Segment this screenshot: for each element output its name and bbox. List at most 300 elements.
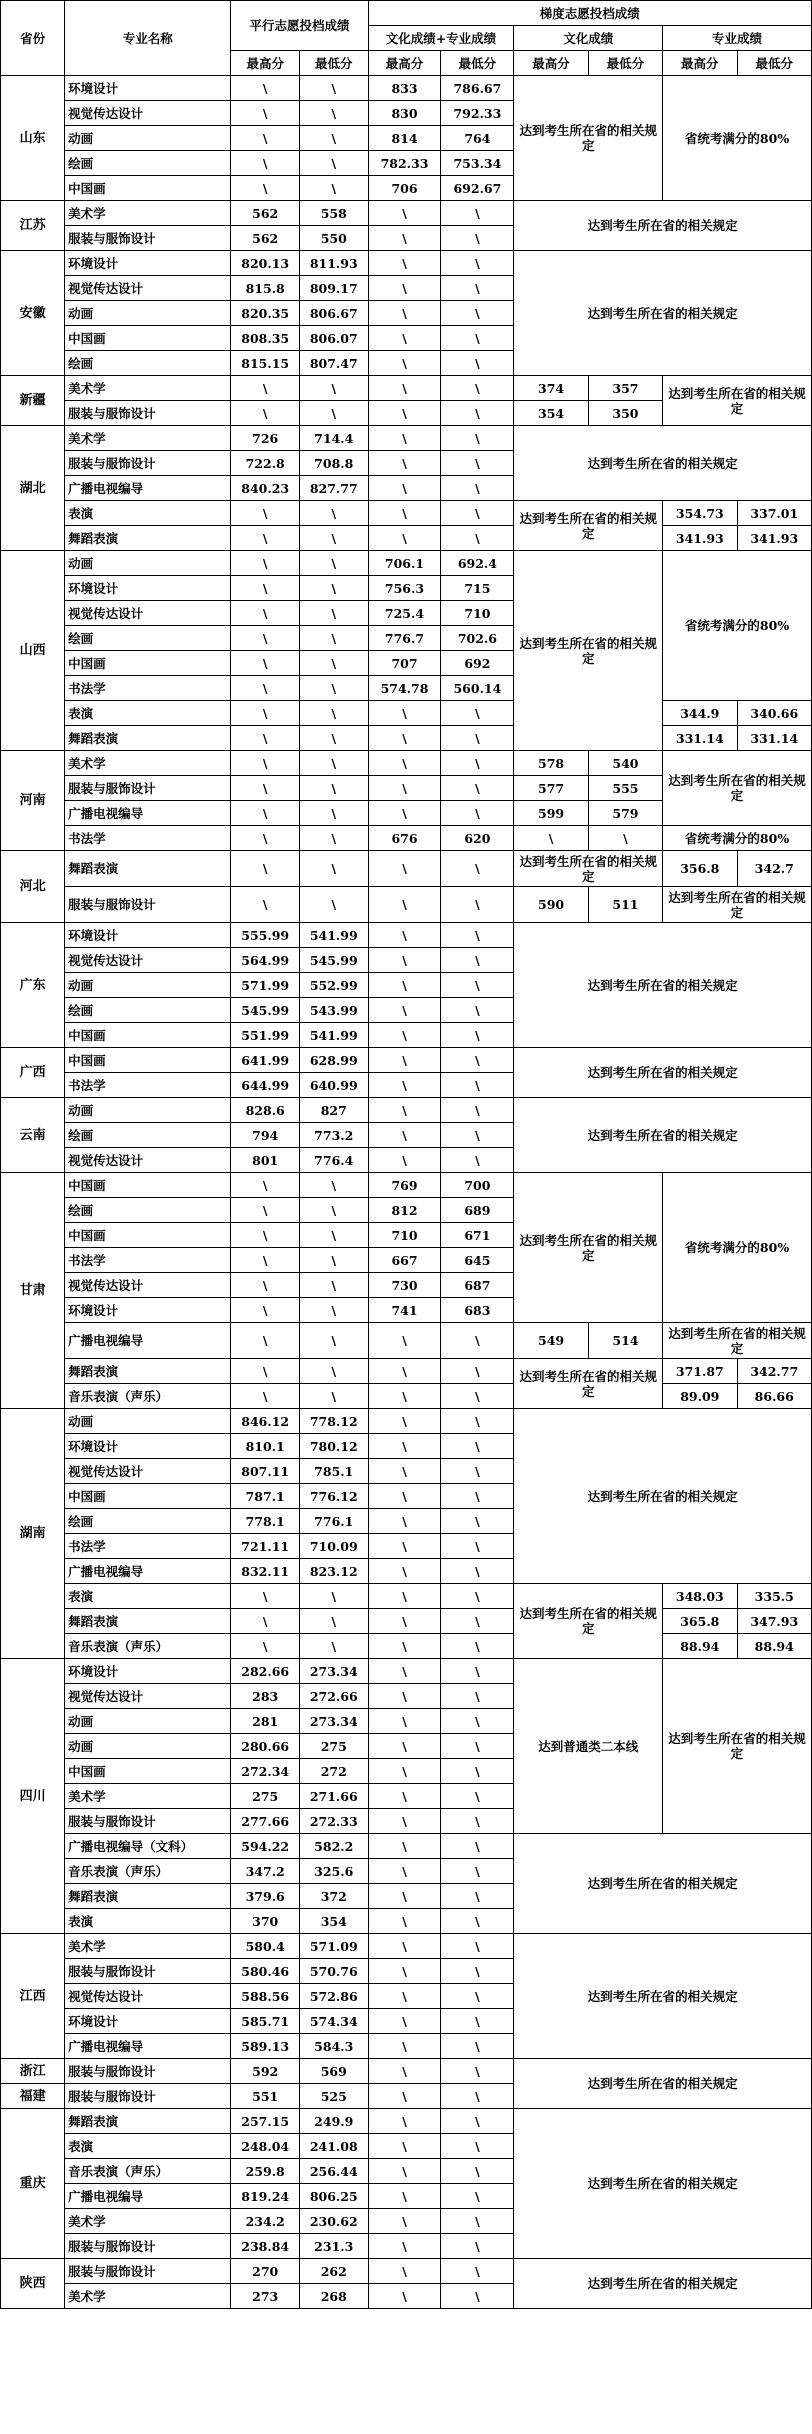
combined-min-cell: \ [441, 1759, 514, 1784]
parallel-max-cell: \ [231, 1634, 300, 1659]
combined-min-cell: \ [441, 1323, 514, 1359]
combined-max-cell: \ [368, 776, 441, 801]
parallel-max-cell: \ [231, 526, 300, 551]
parallel-max-cell: \ [231, 1584, 300, 1609]
parallel-max-cell: \ [231, 401, 300, 426]
parallel-min-cell: \ [299, 826, 368, 851]
combined-min-cell: \ [441, 1484, 514, 1509]
major-name-cell: 服装与服饰设计 [65, 2059, 231, 2084]
combined-max-cell: \ [368, 1359, 441, 1384]
parallel-min-cell: 806.67 [299, 301, 368, 326]
parallel-max-cell: 551.99 [231, 1023, 300, 1048]
major-name-cell: 环境设计 [65, 1434, 231, 1459]
combined-min-cell: 671 [441, 1223, 514, 1248]
combined-min-cell: 620 [441, 826, 514, 851]
combined-min-cell: \ [441, 1409, 514, 1434]
major-name-cell: 服装与服饰设计 [65, 887, 231, 923]
professional-score-header: 专业成绩 [663, 26, 812, 51]
parallel-min-cell: 271.66 [299, 1784, 368, 1809]
requirement-note-cell: 达到考生所在省的相关规定 [514, 2059, 812, 2109]
parallel-min-cell: 558 [299, 201, 368, 226]
major-name-cell: 视觉传达设计 [65, 948, 231, 973]
combined-min-cell: \ [441, 2184, 514, 2209]
combined-min-cell: 786.67 [441, 76, 514, 101]
parallel-min-cell: \ [299, 676, 368, 701]
combined-max-cell: \ [368, 2134, 441, 2159]
parallel-max-cell: \ [231, 651, 300, 676]
parallel-max-cell: 810.1 [231, 1434, 300, 1459]
parallel-min-cell: 708.8 [299, 451, 368, 476]
parallel-max-cell: 846.12 [231, 1409, 300, 1434]
parallel-max-cell: 722.8 [231, 451, 300, 476]
culture-max-header: 最高分 [514, 51, 588, 76]
table-row [1, 2109, 812, 2134]
professional-max-cell: 341.93 [663, 526, 737, 551]
combined-min-cell: \ [441, 726, 514, 751]
major-name-cell: 环境设计 [65, 576, 231, 601]
combined-max-cell: \ [368, 1434, 441, 1459]
parallel-min-cell: 785.1 [299, 1459, 368, 1484]
parallel-max-cell: \ [231, 1198, 300, 1223]
table-row [1, 1098, 812, 1123]
combined-max-cell: \ [368, 1023, 441, 1048]
major-name-cell: 动画 [65, 1709, 231, 1734]
requirement-note-cell: 达到考生所在省的相关规定 [514, 923, 812, 1048]
parallel-max-cell: \ [231, 887, 300, 923]
major-name-cell: 绘画 [65, 998, 231, 1023]
major-name-cell: 视觉传达设计 [65, 1148, 231, 1173]
major-name-cell: 视觉传达设计 [65, 1459, 231, 1484]
parallel-max-cell: \ [231, 1384, 300, 1409]
combined-max-cell: 730 [368, 1273, 441, 1298]
parallel-max-cell: 562 [231, 201, 300, 226]
combined-min-cell: \ [441, 1384, 514, 1409]
table-row [1, 1384, 812, 1409]
combined-min-cell: \ [441, 851, 514, 887]
parallel-max-cell: 840.23 [231, 476, 300, 501]
parallel-min-cell: 809.17 [299, 276, 368, 301]
major-name-cell: 动画 [65, 1098, 231, 1123]
major-name-cell: 表演 [65, 701, 231, 726]
parallel-max-cell: 277.66 [231, 1809, 300, 1834]
requirement-note-cell: 达到考生所在省的相关规定 [514, 1834, 812, 1934]
parallel-min-cell: 325.6 [299, 1859, 368, 1884]
parallel-min-cell: 807.47 [299, 351, 368, 376]
major-name-cell: 绘画 [65, 351, 231, 376]
professional-max-header: 最高分 [663, 51, 737, 76]
combined-max-cell: \ [368, 1934, 441, 1959]
table-row [1, 551, 812, 576]
province-cell: 河北 [1, 851, 65, 923]
combined-max-cell: \ [368, 476, 441, 501]
combined-min-cell: \ [441, 1859, 514, 1884]
major-name-cell: 书法学 [65, 1073, 231, 1098]
requirement-note-cell: 达到普通类二本线 [514, 1659, 663, 1834]
province-cell: 甘肃 [1, 1173, 65, 1409]
parallel-min-cell: 230.62 [299, 2209, 368, 2234]
combined-min-cell: \ [441, 1073, 514, 1098]
parallel-max-cell: 832.11 [231, 1559, 300, 1584]
combined-min-cell: 692.67 [441, 176, 514, 201]
combined-max-cell: \ [368, 1559, 441, 1584]
combined-min-cell: \ [441, 1659, 514, 1684]
professional-min-cell: 86.66 [737, 1384, 812, 1409]
culture-min-cell: 555 [588, 776, 662, 801]
combined-min-cell: \ [441, 501, 514, 526]
parallel-max-cell: \ [231, 1323, 300, 1359]
major-name-cell: 中国画 [65, 1759, 231, 1784]
province-cell: 广东 [1, 923, 65, 1048]
combined-min-cell: \ [441, 1509, 514, 1534]
parallel-max-cell: \ [231, 1298, 300, 1323]
combined-max-cell: \ [368, 1634, 441, 1659]
professional-max-cell: 348.03 [663, 1584, 737, 1609]
table-row [1, 1409, 812, 1434]
combined-max-cell: \ [368, 923, 441, 948]
parallel-max-cell: 592 [231, 2059, 300, 2084]
parallel-min-cell: 262 [299, 2259, 368, 2284]
parallel-max-cell: 807.11 [231, 1459, 300, 1484]
requirement-note-cell: 达到考生所在省的相关规定 [514, 551, 663, 751]
parallel-max-cell: 588.56 [231, 1984, 300, 2009]
combined-max-cell: \ [368, 226, 441, 251]
combined-max-cell: \ [368, 1834, 441, 1859]
combined-min-cell: \ [441, 1809, 514, 1834]
combined-min-cell: \ [441, 201, 514, 226]
parallel-max-cell: 370 [231, 1909, 300, 1934]
table-row [1, 376, 812, 401]
combined-min-cell: \ [441, 887, 514, 923]
parallel-max-cell: 589.13 [231, 2034, 300, 2059]
combined-min-cell: \ [441, 1984, 514, 2009]
combined-max-cell: 725.4 [368, 601, 441, 626]
professional-min-cell: 335.5 [737, 1584, 812, 1609]
combined-max-cell: 667 [368, 1248, 441, 1273]
parallel-max-cell: 545.99 [231, 998, 300, 1023]
major-name-cell: 服装与服饰设计 [65, 2259, 231, 2284]
parallel-min-cell: 249.9 [299, 2109, 368, 2134]
combined-max-cell: \ [368, 2259, 441, 2284]
combined-max-cell: \ [368, 1534, 441, 1559]
major-name-cell: 中国画 [65, 1023, 231, 1048]
parallel-min-cell: 541.99 [299, 1023, 368, 1048]
province-cell: 山西 [1, 551, 65, 751]
combined-max-cell: \ [368, 2084, 441, 2109]
combined-min-cell: \ [441, 1784, 514, 1809]
combined-max-cell: \ [368, 1323, 441, 1359]
parallel-max-cell: 580.46 [231, 1959, 300, 1984]
major-name-cell: 服装与服饰设计 [65, 226, 231, 251]
professional-max-cell: 89.09 [663, 1384, 737, 1409]
parallel-min-cell: \ [299, 726, 368, 751]
culture-max-cell: \ [514, 826, 588, 851]
province-cell: 河南 [1, 751, 65, 851]
requirement-note-cell: 达到考生所在省的相关规定 [514, 1934, 812, 2059]
province-cell: 广西 [1, 1048, 65, 1098]
parallel-min-cell: \ [299, 1223, 368, 1248]
major-name-cell: 视觉传达设计 [65, 101, 231, 126]
parallel-max-cell: \ [231, 701, 300, 726]
table-row [1, 751, 812, 776]
major-name-cell: 服装与服饰设计 [65, 776, 231, 801]
parallel-min-cell: \ [299, 626, 368, 651]
combined-min-cell: \ [441, 923, 514, 948]
major-name-cell: 中国画 [65, 1048, 231, 1073]
combined-max-cell: \ [368, 451, 441, 476]
table-row [1, 826, 812, 851]
table-row [1, 851, 812, 887]
combined-min-cell: \ [441, 1534, 514, 1559]
tiered-group-header: 梯度志愿投档成绩 [368, 1, 811, 26]
professional-min-cell: 88.94 [737, 1634, 812, 1659]
major-name-cell: 书法学 [65, 826, 231, 851]
table-row [1, 251, 812, 276]
major-name-cell: 视觉传达设计 [65, 276, 231, 301]
major-name-cell: 中国画 [65, 1484, 231, 1509]
province-cell: 云南 [1, 1098, 65, 1173]
major-name-cell: 舞蹈表演 [65, 1609, 231, 1634]
combined-min-cell: 692.4 [441, 551, 514, 576]
major-name-cell: 动画 [65, 301, 231, 326]
major-name-cell: 中国画 [65, 1223, 231, 1248]
combined-min-cell: 700 [441, 1173, 514, 1198]
combined-max-cell: \ [368, 751, 441, 776]
parallel-min-cell: 525 [299, 2084, 368, 2109]
major-name-cell: 视觉传达设计 [65, 601, 231, 626]
parallel-min-cell: \ [299, 1198, 368, 1223]
major-name-cell: 表演 [65, 1584, 231, 1609]
combined-max-cell: \ [368, 998, 441, 1023]
requirement-note-cell: 达到考生所在省的相关规定 [514, 1173, 663, 1323]
combined-max-cell: \ [368, 1609, 441, 1634]
major-name-cell: 中国画 [65, 651, 231, 676]
major-name-cell: 视觉传达设计 [65, 1984, 231, 2009]
table-row [1, 701, 812, 726]
major-name-cell: 音乐表演（声乐） [65, 2159, 231, 2184]
parallel-min-header: 最低分 [299, 51, 368, 76]
parallel-max-cell: 585.71 [231, 2009, 300, 2034]
parallel-min-cell: 273.34 [299, 1709, 368, 1734]
table-row [1, 923, 812, 948]
major-name-cell: 服装与服饰设计 [65, 2234, 231, 2259]
culture-min-cell: 511 [588, 887, 662, 923]
major-name-cell: 舞蹈表演 [65, 526, 231, 551]
combined-min-cell: \ [441, 226, 514, 251]
major-name-cell: 舞蹈表演 [65, 726, 231, 751]
professional-note-cell: 省统考满分的80% [663, 826, 812, 851]
culture-min-cell: 540 [588, 751, 662, 776]
professional-note-cell: 达到考生所在省的相关规定 [663, 887, 812, 923]
combined-min-cell: \ [441, 1359, 514, 1384]
combined-max-cell: \ [368, 1459, 441, 1484]
parallel-max-cell: 272.34 [231, 1759, 300, 1784]
combined-max-cell: 814 [368, 126, 441, 151]
parallel-min-cell: \ [299, 176, 368, 201]
major-name-cell: 舞蹈表演 [65, 851, 231, 887]
combined-min-cell: \ [441, 1434, 514, 1459]
parallel-min-cell: \ [299, 851, 368, 887]
parallel-min-cell: \ [299, 401, 368, 426]
parallel-min-cell: 778.12 [299, 1409, 368, 1434]
combined-max-cell: \ [368, 1123, 441, 1148]
parallel-min-cell: 574.34 [299, 2009, 368, 2034]
parallel-min-cell: \ [299, 801, 368, 826]
combined-min-cell: \ [441, 1734, 514, 1759]
parallel-max-cell: 820.13 [231, 251, 300, 276]
combined-min-cell: \ [441, 301, 514, 326]
major-name-cell: 表演 [65, 1909, 231, 1934]
professional-note-cell: 达到考生所在省的相关规定 [663, 376, 812, 426]
parallel-min-cell: 273.34 [299, 1659, 368, 1684]
table-row [1, 501, 812, 526]
major-name-cell: 环境设计 [65, 2009, 231, 2034]
table-row [1, 2259, 812, 2284]
parallel-min-cell: 823.12 [299, 1559, 368, 1584]
parallel-min-cell: 354 [299, 1909, 368, 1934]
parallel-max-cell: \ [231, 851, 300, 887]
parallel-min-cell: \ [299, 1298, 368, 1323]
professional-min-cell: 347.93 [737, 1609, 812, 1634]
culture-max-cell: 374 [514, 376, 588, 401]
combined-min-cell: 560.14 [441, 676, 514, 701]
parallel-max-cell: 644.99 [231, 1073, 300, 1098]
parallel-min-cell: 827.77 [299, 476, 368, 501]
professional-note-cell: 省统考满分的80% [663, 76, 812, 201]
parallel-max-cell: 234.2 [231, 2209, 300, 2234]
parallel-min-cell: \ [299, 1609, 368, 1634]
parallel-min-cell: 275 [299, 1734, 368, 1759]
combined-max-cell: \ [368, 501, 441, 526]
combined-max-cell: 833 [368, 76, 441, 101]
professional-min-cell: 341.93 [737, 526, 812, 551]
parallel-min-cell: 570.76 [299, 1959, 368, 1984]
parallel-min-cell: \ [299, 151, 368, 176]
combined-min-cell: \ [441, 1709, 514, 1734]
table-row [1, 887, 812, 923]
table-row [1, 1048, 812, 1073]
combined-max-cell: \ [368, 1584, 441, 1609]
combined-min-cell: \ [441, 2009, 514, 2034]
combined-max-cell: \ [368, 326, 441, 351]
major-name-cell: 视觉传达设计 [65, 1273, 231, 1298]
parallel-min-cell: 231.3 [299, 2234, 368, 2259]
parallel-max-cell: \ [231, 151, 300, 176]
parallel-max-cell: 273 [231, 2284, 300, 2309]
parallel-min-cell: \ [299, 376, 368, 401]
major-name-cell: 绘画 [65, 1509, 231, 1534]
combined-max-cell: 756.3 [368, 576, 441, 601]
province-cell: 重庆 [1, 2109, 65, 2259]
combined-max-cell: 812 [368, 1198, 441, 1223]
culture-min-cell: 350 [588, 401, 662, 426]
combined-min-cell: \ [441, 526, 514, 551]
combined-min-cell: \ [441, 376, 514, 401]
major-name-cell: 视觉传达设计 [65, 1684, 231, 1709]
parallel-max-cell: \ [231, 101, 300, 126]
parallel-min-cell: 572.86 [299, 1984, 368, 2009]
parallel-min-cell: 541.99 [299, 923, 368, 948]
professional-max-cell: 365.8 [663, 1609, 737, 1634]
parallel-min-cell: 545.99 [299, 948, 368, 973]
parallel-min-cell: 710.09 [299, 1534, 368, 1559]
major-name-cell: 书法学 [65, 1248, 231, 1273]
parallel-min-cell: \ [299, 1173, 368, 1198]
major-name-cell: 书法学 [65, 676, 231, 701]
parallel-min-cell: 780.12 [299, 1434, 368, 1459]
culture-max-cell: 578 [514, 751, 588, 776]
parallel-max-cell: 808.35 [231, 326, 300, 351]
combined-max-cell: \ [368, 948, 441, 973]
parallel-max-cell: \ [231, 376, 300, 401]
professional-min-cell: 342.77 [737, 1359, 812, 1384]
major-name-cell: 绘画 [65, 151, 231, 176]
parallel-max-cell: 820.35 [231, 301, 300, 326]
parallel-max-cell: 248.04 [231, 2134, 300, 2159]
province-cell: 陕西 [1, 2259, 65, 2309]
combined-min-cell: 692 [441, 651, 514, 676]
parallel-min-cell: 571.09 [299, 1934, 368, 1959]
combined-max-cell: \ [368, 1659, 441, 1684]
combined-min-header: 最低分 [441, 51, 514, 76]
parallel-min-cell: 584.3 [299, 2034, 368, 2059]
combined-max-cell: \ [368, 1073, 441, 1098]
culture-max-cell: 599 [514, 801, 588, 826]
combined-max-cell: 782.33 [368, 151, 441, 176]
combined-min-cell: \ [441, 326, 514, 351]
parallel-max-cell: 347.2 [231, 1859, 300, 1884]
parallel-max-cell: 815.8 [231, 276, 300, 301]
table-row [1, 1659, 812, 1684]
major-name-cell: 服装与服饰设计 [65, 2084, 231, 2109]
parallel-min-cell: 372 [299, 1884, 368, 1909]
combined-max-cell: \ [368, 851, 441, 887]
combined-min-cell: \ [441, 1148, 514, 1173]
parallel-min-cell: 640.99 [299, 1073, 368, 1098]
parallel-max-cell: \ [231, 751, 300, 776]
major-name-cell: 书法学 [65, 1534, 231, 1559]
parallel-min-cell: 827 [299, 1098, 368, 1123]
combined-max-cell: \ [368, 2009, 441, 2034]
major-name-cell: 广播电视编导 [65, 1323, 231, 1359]
combined-min-cell: \ [441, 2034, 514, 2059]
table-row [1, 1634, 812, 1659]
major-name-cell: 美术学 [65, 201, 231, 226]
combined-min-cell: \ [441, 251, 514, 276]
major-name-cell: 动画 [65, 1409, 231, 1434]
province-cell: 安徽 [1, 251, 65, 376]
major-name-cell: 美术学 [65, 751, 231, 776]
combined-min-cell: \ [441, 1559, 514, 1584]
combined-max-cell: \ [368, 376, 441, 401]
culture-min-cell: 357 [588, 376, 662, 401]
combined-max-cell: 706 [368, 176, 441, 201]
parallel-max-header: 最高分 [231, 51, 300, 76]
table-row [1, 1834, 812, 1859]
major-name-cell: 美术学 [65, 1784, 231, 1809]
major-header: 专业名称 [65, 1, 231, 76]
parallel-min-cell: 582.2 [299, 1834, 368, 1859]
parallel-min-cell: 776.1 [299, 1509, 368, 1534]
parallel-max-cell: \ [231, 1273, 300, 1298]
parallel-min-cell: \ [299, 576, 368, 601]
table-row [1, 1584, 812, 1609]
parallel-max-cell: \ [231, 176, 300, 201]
parallel-min-cell: 272 [299, 1759, 368, 1784]
combined-max-cell: \ [368, 1984, 441, 2009]
combined-max-cell: \ [368, 251, 441, 276]
combined-max-cell: \ [368, 401, 441, 426]
parallel-max-cell: \ [231, 601, 300, 626]
